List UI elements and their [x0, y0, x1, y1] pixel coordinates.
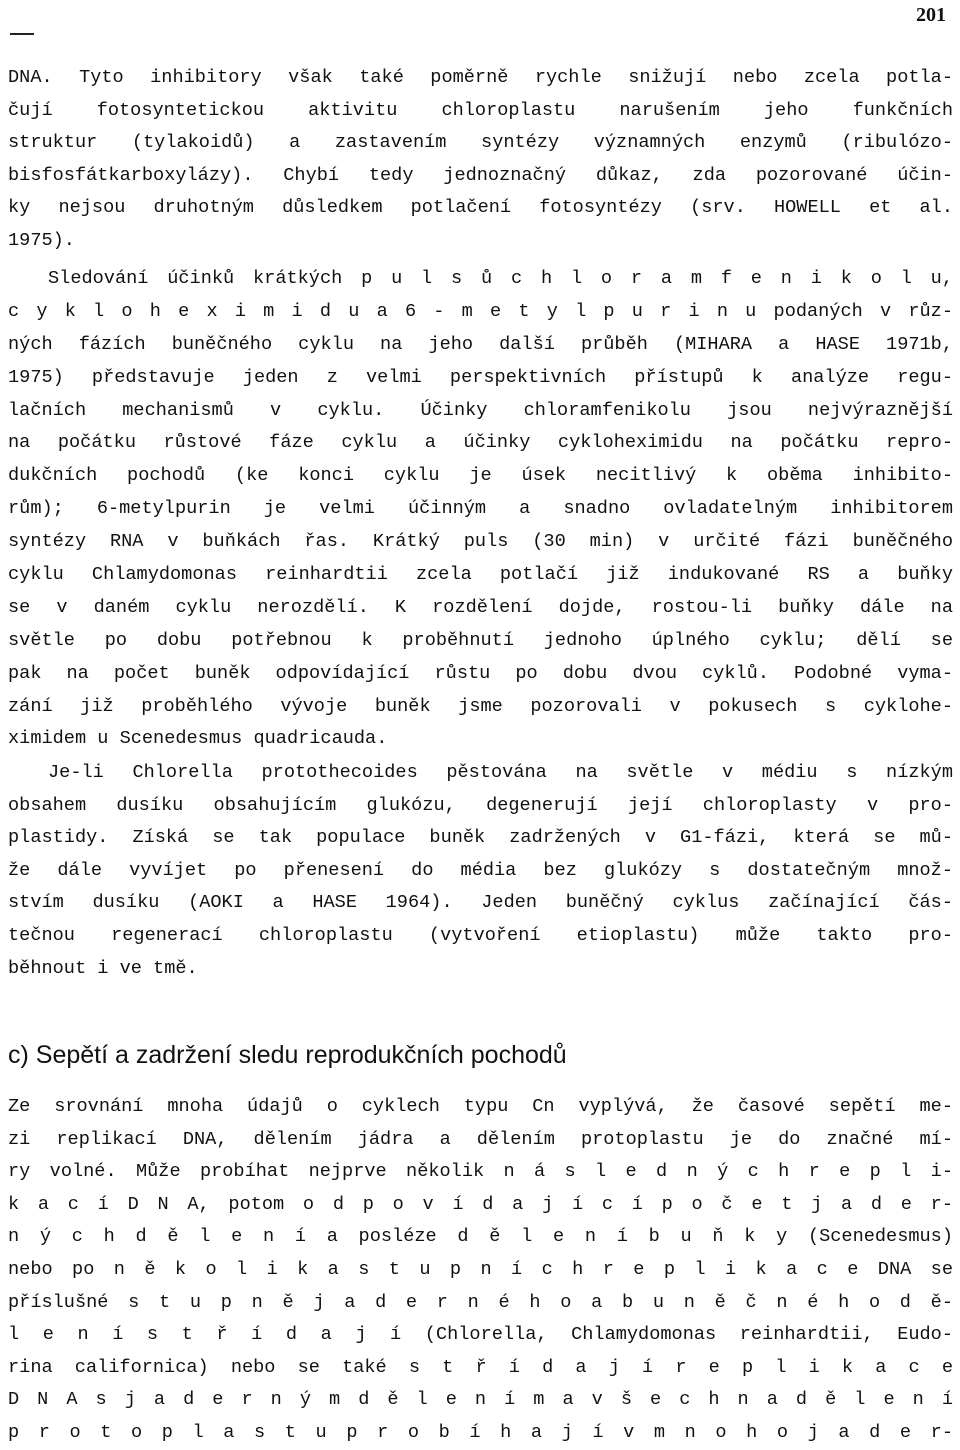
header-dash — [10, 33, 34, 35]
text-line: ry volné. Může probíhat nejprve několik n á s l e d n ý c h r e p l i- — [8, 1161, 953, 1183]
text-line: 1975) představuje jeden z velmi perspektivních přístupů k analýze regu- — [8, 366, 953, 388]
page-number: 201 — [916, 4, 946, 26]
text-line: světle po dobu potřebnou k proběhnutí jednoho úplného cyklu; dělí se — [8, 629, 953, 651]
text-line: ky nejsou druhotným důsledkem potlačení fotosyntézy (srv. HOWELL et al. — [8, 197, 953, 219]
text-line: dukčních pochodů (ke konci cyklu je úsek necitlivý k oběma inhibito- — [8, 465, 953, 487]
text-line: příslušné s t u p n ě j a d e r n é h o a b u n ě č n é h o d ě- — [8, 1291, 953, 1313]
text-line: čují fotosyntetickou aktivitu chloroplastu narušením jeho funkčních — [8, 99, 953, 121]
text-line: Sledování účinků krátkých p u l s ů c h l o r a m f e n i k o l u, — [48, 268, 953, 289]
text-line: Ze srovnání mnoha údajů o cyklech typu Cn vyplývá, že časové sepětí me- — [8, 1096, 953, 1117]
text-line: rům); 6-metylpurin je velmi účinným a snadno ovladatelným inhibitorem — [8, 498, 953, 520]
text-line: že dále vyvíjet po přenesení do média bez glukózy s dostatečným množ- — [8, 859, 953, 881]
text-line: ximidem u Scenedesmus quadricauda. — [8, 728, 388, 750]
text-line: se v daném cyklu nerozdělí. K rozdělení dojde, rostou-li buňky dále na — [8, 596, 953, 618]
text-line: cyklu Chlamydomonas reinhardtii zcela potlačí již indukované RS a buňky — [8, 564, 953, 586]
paragraph-1 — [8, 62, 953, 258]
text-line: struktur (tylakoidů) a zastavením syntézy významných enzymů (ribulózo- — [8, 132, 953, 154]
text-line: 1975). — [8, 229, 75, 251]
text-line: n ý c h d ě l e n í a posléze d ě l e n í b u ň k y (Scenedesmus) — [8, 1226, 953, 1248]
text-line: obsahem dusíku obsahujícím glukózu, degenerují její chloroplasty v pro- — [8, 794, 953, 816]
paragraph-2 — [8, 263, 953, 756]
section-heading: c) Sepětí a zadržení sledu reprodukčních pochodů — [8, 1041, 567, 1069]
paragraph-4 — [8, 1091, 953, 1450]
text-line: bisfosfátkarboxylázy). Chybí tedy jednoznačný důkaz, zda pozorované účin- — [8, 164, 953, 186]
text-line: c y k l o h e x i m i d u a 6 - m e t y l p u r i n u podaných v růz- — [8, 300, 953, 322]
text-line: stvím dusíku (AOKI a HASE 1964). Jeden buněčný cyklus začínající čás- — [8, 892, 953, 914]
text-line: zání již proběhlého vývoje buněk jsme pozorovali v pokusech s cyklohe- — [8, 695, 953, 717]
text-line: plastidy. Získá se tak populace buněk zadržených v G1-fázi, která se mů- — [8, 827, 953, 849]
text-line: pak na počet buněk odpovídající růstu po dobu dvou cyklů. Podobné vyma- — [8, 662, 953, 684]
text-line: syntézy RNA v buňkách řas. Krátký puls (30 min) v určité fázi buněčného — [8, 531, 953, 553]
text-line: D N A s j a d e r n ý m d ě l e n í m a v š e c h n a d ě l e n í — [8, 1389, 953, 1411]
text-line: tečnou regenerací chloroplastu (vytvoření etioplastu) může takto pro- — [8, 924, 953, 946]
text-line: zi replikací DNA, dělením jádra a dělením protoplastu je do značné mí- — [8, 1128, 953, 1150]
paragraph-3 — [8, 757, 953, 985]
text-line: lačních mechanismů v cyklu. Účinky chloramfenikolu jsou nejvýraznější — [8, 399, 953, 421]
text-line: nebo po n ě k o l i k a s t u p n í c h r e p l i k a c e DNA se — [8, 1258, 953, 1280]
text-line: Je-li Chlorella protothecoides pěstována na světle v médiu s nízkým — [48, 762, 953, 783]
text-line: p r o t o p l a s t u p r o b í h a j í v m n o h o j a d e r- — [8, 1421, 953, 1443]
text-line: rina californica) nebo se také s t ř í d a j í r e p l i k a c e — [8, 1356, 953, 1378]
text-line: DNA. Tyto inhibitory však také poměrně rychle snižují nebo zcela potla- — [8, 67, 953, 88]
text-line: ných fázích buněčného cyklu na jeho další průběh (MIHARA a HASE 1971b, — [8, 333, 953, 355]
text-line: k a c í D N A, potom o d p o v í d a j í c í p o č e t j a d e r- — [8, 1193, 953, 1215]
text-line: na počátku růstové fáze cyklu a účinky cykloheximidu na počátku repro- — [8, 432, 953, 454]
text-line: l e n í s t ř í d a j í (Chlorella, Chlamydomonas reinhardtii, Eudo- — [8, 1324, 953, 1346]
text-line: běhnout i ve tmě. — [8, 957, 198, 979]
